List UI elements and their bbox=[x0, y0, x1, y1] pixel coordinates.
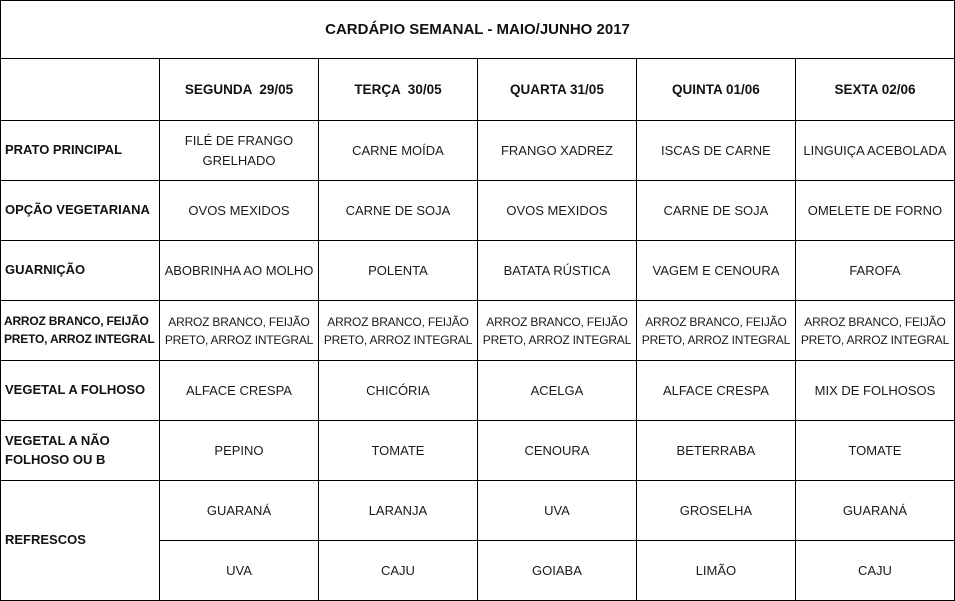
menu-cell: PEPINO bbox=[159, 421, 318, 481]
day-header-terca: TERÇA 30/05 bbox=[318, 59, 477, 121]
menu-cell: GUARANÁ bbox=[159, 481, 318, 541]
menu-cell: POLENTA bbox=[318, 241, 477, 301]
row-label-opcao-vegetariana: OPÇÃO VEGETARIANA bbox=[1, 181, 160, 241]
menu-cell: ARROZ BRANCO, FEIJÃO PRETO, ARROZ INTEGRAL bbox=[159, 301, 318, 361]
menu-cell: GROSELHA bbox=[636, 481, 795, 541]
menu-cell: UVA bbox=[477, 481, 636, 541]
menu-cell: VAGEM E CENOURA bbox=[636, 241, 795, 301]
menu-cell: TOMATE bbox=[318, 421, 477, 481]
table-row-opcao-vegetariana bbox=[1, 181, 955, 241]
menu-cell: ARROZ BRANCO, FEIJÃO PRETO, ARROZ INTEGRAL bbox=[636, 301, 795, 361]
menu-cell: FILÉ DE FRANGO GRELHADO bbox=[159, 121, 318, 181]
menu-cell: OMELETE DE FORNO bbox=[795, 181, 954, 241]
row-label-vegetal-folhoso: VEGETAL A FOLHOSO bbox=[1, 361, 160, 421]
menu-cell: CAJU bbox=[318, 541, 477, 601]
menu-cell: FAROFA bbox=[795, 241, 954, 301]
title-row bbox=[1, 1, 955, 59]
table-row-arroz bbox=[1, 301, 955, 361]
menu-cell: GOIABA bbox=[477, 541, 636, 601]
menu-cell: FRANGO XADREZ bbox=[477, 121, 636, 181]
table-row-vegetal-folhoso bbox=[1, 361, 955, 421]
row-label-prato-principal: PRATO PRINCIPAL bbox=[1, 121, 160, 181]
menu-cell: LARANJA bbox=[318, 481, 477, 541]
menu-cell: ARROZ BRANCO, FEIJÃO PRETO, ARROZ INTEGRAL bbox=[795, 301, 954, 361]
menu-cell: CHICÓRIA bbox=[318, 361, 477, 421]
menu-cell: CENOURA bbox=[477, 421, 636, 481]
menu-cell: ABOBRINHA AO MOLHO bbox=[159, 241, 318, 301]
menu-cell: ALFACE CRESPA bbox=[159, 361, 318, 421]
day-header-quinta: QUINTA 01/06 bbox=[636, 59, 795, 121]
page-title: CARDÁPIO SEMANAL - MAIO/JUNHO 2017 bbox=[1, 1, 955, 59]
table-row-vegetal-nao-folhoso bbox=[1, 421, 955, 481]
menu-cell: TOMATE bbox=[795, 421, 954, 481]
menu-cell: ARROZ BRANCO, FEIJÃO PRETO, ARROZ INTEGRAL bbox=[318, 301, 477, 361]
table-row-prato-principal bbox=[1, 121, 955, 181]
row-label-guarnicao: GUARNIÇÃO bbox=[1, 241, 160, 301]
menu-cell: ACELGA bbox=[477, 361, 636, 421]
menu-cell: CARNE DE SOJA bbox=[636, 181, 795, 241]
menu-cell: CARNE DE SOJA bbox=[318, 181, 477, 241]
day-header-sexta: SEXTA 02/06 bbox=[795, 59, 954, 121]
menu-cell: BETERRABA bbox=[636, 421, 795, 481]
menu-cell: LINGUIÇA ACEBOLADA bbox=[795, 121, 954, 181]
corner-cell bbox=[1, 59, 160, 121]
table-row-refrescos-1 bbox=[1, 481, 955, 541]
menu-cell: OVOS MEXIDOS bbox=[477, 181, 636, 241]
menu-cell: LIMÃO bbox=[636, 541, 795, 601]
day-header-row bbox=[1, 59, 955, 121]
menu-cell: ARROZ BRANCO, FEIJÃO PRETO, ARROZ INTEGRAL bbox=[477, 301, 636, 361]
menu-cell: ISCAS DE CARNE bbox=[636, 121, 795, 181]
menu-cell: ALFACE CRESPA bbox=[636, 361, 795, 421]
row-label-arroz: ARROZ BRANCO, FEIJÃO PRETO, ARROZ INTEGRAL bbox=[1, 301, 160, 361]
menu-cell: UVA bbox=[159, 541, 318, 601]
table-row-guarnicao bbox=[1, 241, 955, 301]
row-label-refrescos: REFRESCOS bbox=[1, 481, 160, 601]
menu-cell: GUARANÁ bbox=[795, 481, 954, 541]
row-label-vegetal-nao-folhoso: VEGETAL A NÃO FOLHOSO OU B bbox=[1, 421, 160, 481]
day-header-segunda: SEGUNDA 29/05 bbox=[159, 59, 318, 121]
menu-cell: CARNE MOÍDA bbox=[318, 121, 477, 181]
day-header-quarta: QUARTA 31/05 bbox=[477, 59, 636, 121]
menu-cell: OVOS MEXIDOS bbox=[159, 181, 318, 241]
menu-cell: BATATA RÚSTICA bbox=[477, 241, 636, 301]
menu-cell: CAJU bbox=[795, 541, 954, 601]
menu-cell: MIX DE FOLHOSOS bbox=[795, 361, 954, 421]
